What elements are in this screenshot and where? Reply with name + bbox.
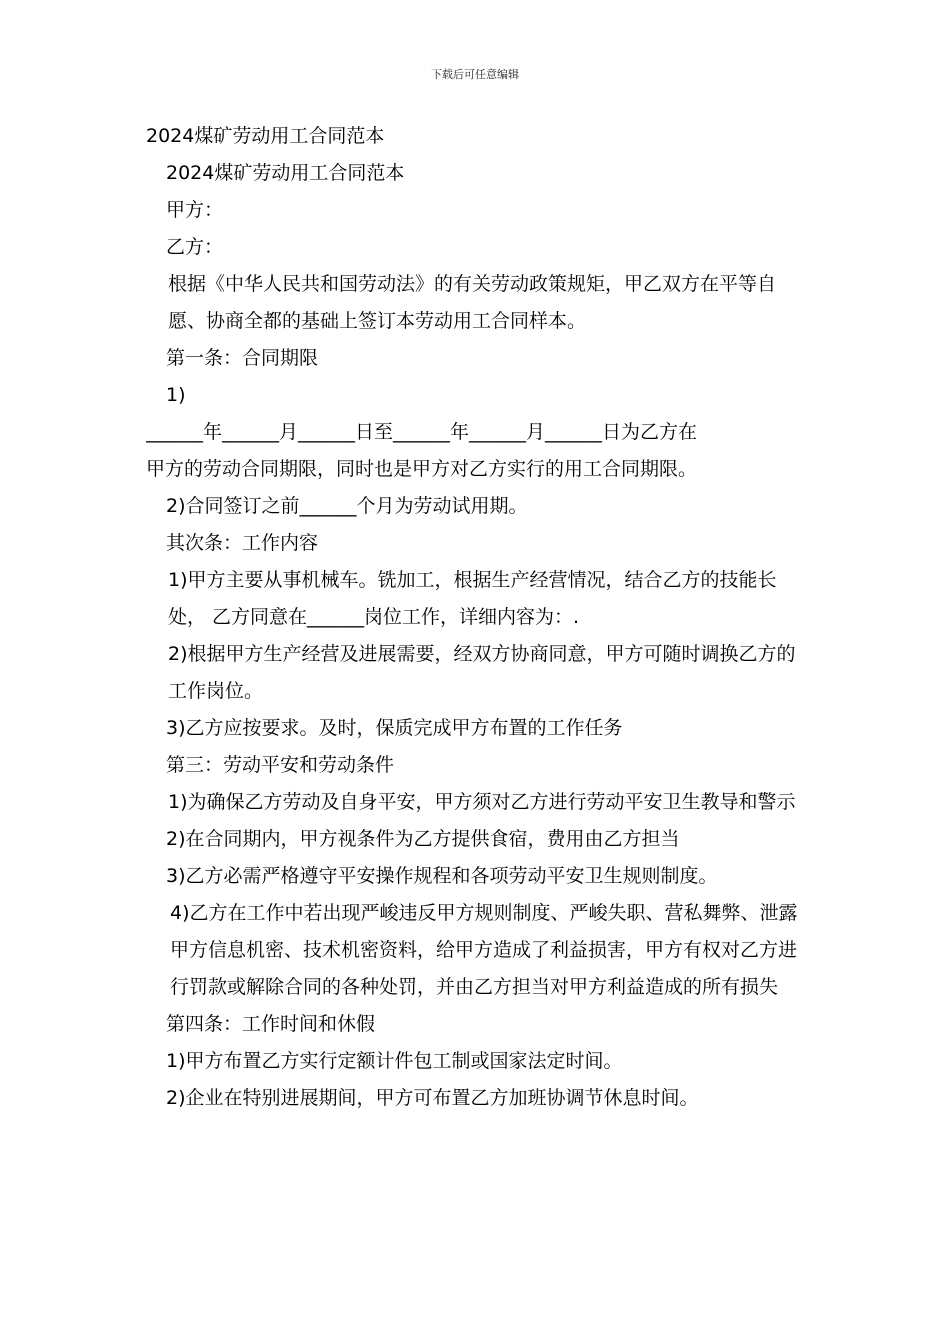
document-body	[146, 118, 812, 1117]
party-a-label: 甲方：	[166, 199, 224, 221]
article-2-title: 其次条：工作内容	[166, 532, 319, 554]
article-4-item-2: 2)企业在特别进展期间，甲方可布置乙方加班协调节休息时间。	[166, 1087, 699, 1109]
article-4-item-1: 1)甲方布置乙方实行定额计件包工制或国家法定时间。	[166, 1050, 623, 1072]
intro-paragraph: 根据《中华人民共和国劳动法》的有关劳动政策规矩，甲乙双方在平等自愿、协商全都的基础上签订本劳动用工合同样本。	[168, 273, 777, 332]
party-b-label: 乙方：	[166, 236, 224, 258]
article-2-item-1: 1)甲方主要从事机械车。铣加工，根据生产经营情况，结合乙方的技能长处， 乙方同意在______岗位工作，详细内容为：.	[168, 569, 777, 628]
article-2-item-3: 3)乙方应按要求。及时，保质完成甲方布置的工作任务	[166, 717, 623, 739]
article-1-item-1-line-1: ______年______月______日至______年______月______日为乙方在	[146, 421, 698, 443]
article-3-item-2: 2)在合同期内，甲方视条件为乙方提供食宿，费用由乙方担当	[166, 828, 680, 850]
page-header-note: 下载后可任意编辑	[431, 68, 519, 81]
article-3-item-4: 4)乙方在工作中若出现严峻违反甲方规则制度、严峻失职、营私舞弊、泄露甲方信息机密、技术机密资料，给甲方造成了利益损害，甲方有权对乙方进行罚款或解除合同的各种处罚，并由乙方担当对甲方利益造成的所有损失	[170, 902, 798, 998]
document-title: 2024煤矿劳动用工合同范本	[146, 125, 385, 147]
article-3-title: 第三：劳动平安和劳动条件	[166, 754, 395, 776]
article-4-title: 第四条：工作时间和休假	[166, 1013, 376, 1035]
article-1-item-1-line-2: 甲方的劳动合同期限，同时也是甲方对乙方实行的用工合同期限。	[146, 458, 698, 480]
article-3-item-1: 1)为确保乙方劳动及自身平安，甲方须对乙方进行劳动平安卫生教导和警示	[168, 791, 796, 813]
document-subtitle: 2024煤矿劳动用工合同范本	[166, 162, 405, 184]
article-1-item-1-number: 1)	[166, 384, 186, 406]
article-3-item-3: 3)乙方必需严格遵守平安操作规程和各项劳动平安卫生规则制度。	[166, 865, 718, 887]
article-1-item-2: 2)合同签订之前______个月为劳动试用期。	[166, 495, 528, 517]
article-2-item-2: 2)根据甲方生产经营及进展需要，经双方协商同意，甲方可随时调换乙方的工作岗位。	[168, 643, 796, 702]
article-1-title: 第一条：合同期限	[166, 347, 319, 369]
